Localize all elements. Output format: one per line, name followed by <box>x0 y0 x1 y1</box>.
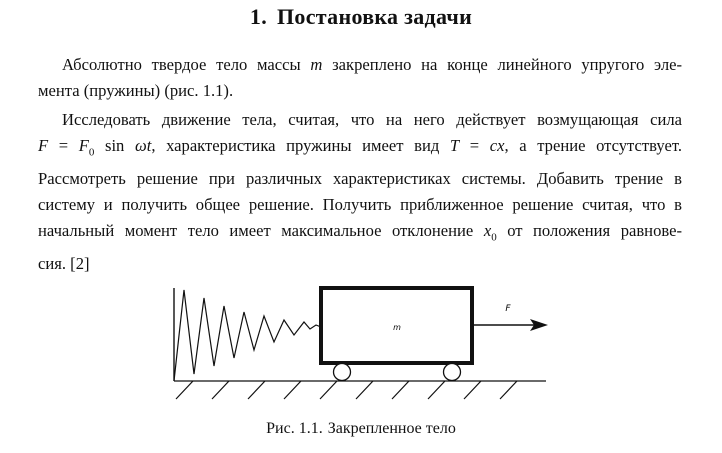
paragraph-2-line-4: систему и получить общее решение. Получить приближенное решение считая, что в <box>38 194 682 214</box>
mass-label: m <box>393 323 401 332</box>
paragraph-2-line-6: сия. [2] <box>38 253 90 273</box>
wheel-left <box>334 364 351 381</box>
caption-label: Рис. 1.1. <box>266 420 323 437</box>
var-m: m <box>310 55 323 74</box>
section-number: 1. <box>249 4 268 29</box>
section-title <box>0 4 722 30</box>
paragraph-2-line-3: Рассмотреть решение при различных характеристиках системы. Добавить трение в <box>38 168 682 188</box>
paragraph-1 <box>38 52 682 104</box>
paragraph-1-line-1: Абсолютно твердое тело массы m закреплено на конце линейного упругого эле- <box>62 55 683 74</box>
spring-mass-figure <box>160 282 560 406</box>
paragraph-2-line-2: $F = F_0$ sin ωt, характеристика пружины имеет вид T = cx, а трение отсутствует. <box>38 136 682 159</box>
force-label: F <box>505 304 511 314</box>
section-title-text: Постановка задачи <box>277 4 473 29</box>
spring <box>174 290 321 381</box>
figure-caption <box>0 420 722 438</box>
ground-hatching <box>176 381 517 399</box>
wheel-right <box>444 364 461 381</box>
paragraph-2 <box>38 107 682 277</box>
paragraph-2-line-1: Исследовать движение тела, считая, что на него действует возмущающая сила <box>62 110 682 129</box>
paragraph-2-line-5: начальный момент тело имеет максимальное отклонение $x_0$ от положения равнове- <box>38 221 682 244</box>
paragraph-1-line-2: мента (пружины) (рис. 1.1). <box>38 81 234 101</box>
caption-text: Закрепленное тело <box>327 420 456 437</box>
